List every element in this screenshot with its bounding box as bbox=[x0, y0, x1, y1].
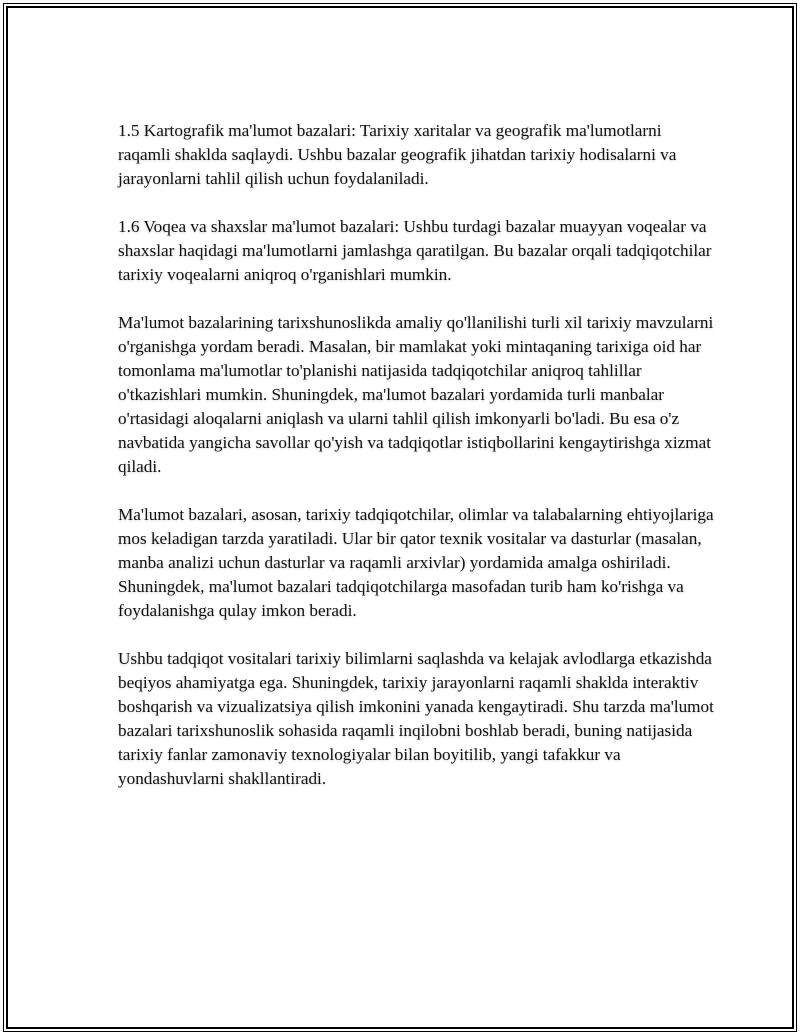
document-body bbox=[118, 119, 718, 815]
paragraph-cartographic-databases: 1.5 Kartografik ma'lumot bazalari: Tarixiy xaritalar va geografik ma'lumotlarni raqamli shaklda saqlaydi. Ushbu bazalar geografik jihatdan tarixiy hodisalarni va jarayonlarni tahlil qilish uchun foydalaniladi. bbox=[118, 121, 677, 188]
paragraph-events-persons-databases: 1.6 Voqea va shaxslar ma'lumot bazalari: Ushbu turdagi bazalar muayyan voqealar va shaxslar haqidagi ma'lumotlarni jamlashga qaratilgan. Bu bazalar orqali tadqiqotchilar tarixiy voqealarni aniqroq o'rganishlari mumkin. bbox=[118, 217, 712, 284]
paragraph-practical-application: Ma'lumot bazalarining tarixshunoslikda amaliy qo'llanilishi turli xil tarixiy mavzularni o'rganishga yordam beradi. Masalan, bir mamlakat yoki mintaqaning tarixiga oid har tomonlama ma'lumotlar to'planishi natijasida tadqiqotchilar aniqroq tahlillar o'tkazishlari mumkin. Shuningdek, ma'lumot bazalari yordamida turli manbalar o'rtasidagi aloqalarni aniqlash va ularni tahlil qilish imkonyarli bo'ladi. Bu esa o'z navbatida yangicha savollar qo'yish va tadqiqotlar istiqbollarini kengaytirishga xizmat qiladi. bbox=[118, 313, 714, 476]
paragraph-research-tools-importance: Ushbu tadqiqot vositalari tarixiy bilimlarni saqlashda va kelajak avlodlarga etkazishda beqiyos ahamiyatga ega. Shuningdek, tarixiy jarayonlarni raqamli shaklda interaktiv boshqarish va vizualizatsiya qilish imkonini yanada kengaytiradi. Shu tarzda ma'lumot bazalari tarixshunoslik sohasida raqamli inqilobni boshlab beradi, buning natijasida tarixiy fanlar zamonaviy texnologiyalar bilan boyitilib, yangi tafakkur va yondashuvlarni shakllantiradi. bbox=[118, 649, 714, 788]
paragraph-database-creation: Ma'lumot bazalari, asosan, tarixiy tadqiqotchilar, olimlar va talabalarning ehtiyojlariga mos keladigan tarzda yaratiladi. Ular bir qator texnik vositalar va dasturlar (masalan, manba analizi uchun dasturlar va raqamli arxivlar) yordamida amalga oshiriladi. Shuningdek, ma'lumot bazalari tadqiqotchilarga masofadan turib ham ko'rishga va foydalanishga qulay imkon beradi. bbox=[118, 505, 714, 620]
